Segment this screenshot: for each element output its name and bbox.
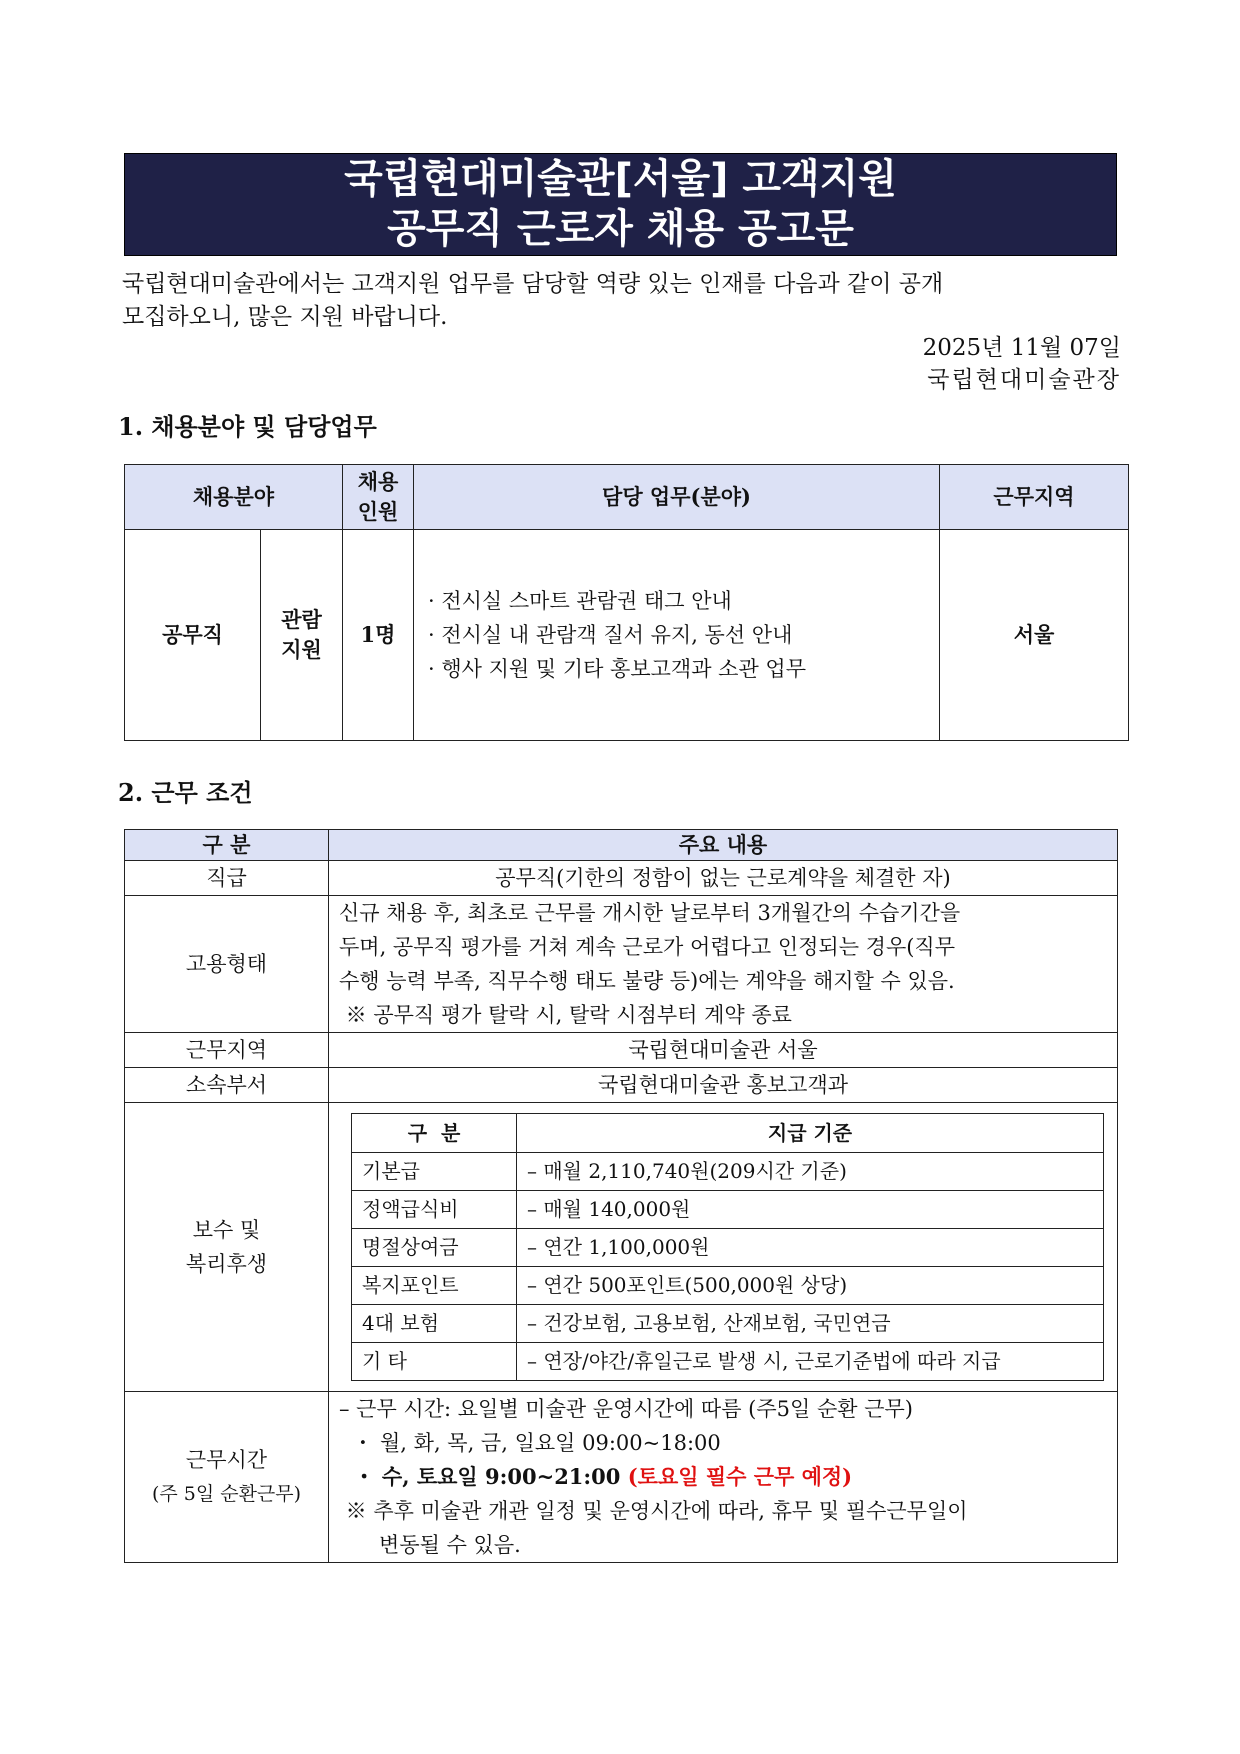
recruitment-field-table <box>124 464 1129 741</box>
pay-item: 정액급식비 <box>352 1191 517 1229</box>
work-conditions-table <box>124 829 1118 1563</box>
section-1-title: 1. 채용분야 및 담당업무 <box>118 412 377 441</box>
header-content: 주요 내용 <box>329 830 1118 861</box>
table-header-row <box>125 465 1129 530</box>
title-banner <box>124 153 1117 256</box>
pay-item: 명절상여금 <box>352 1229 517 1267</box>
pay-item: 4대 보험 <box>352 1305 517 1343</box>
table-row <box>125 861 1118 896</box>
list-item: · 행사 지원 및 기타 홍보고객과 소관 업무 <box>428 657 806 681</box>
pay-details <box>329 1103 1118 1392</box>
title-line-1: 국립현대미술관[서울] 고객지원 <box>344 156 897 202</box>
department-label: 소속부서 <box>125 1068 329 1103</box>
hours-details: – 근무 시간: 요일별 미술관 운영시간에 따름 (주5일 순환 근무) ・ 월, 화, 목, 금, 일요일 09:00~18:00 ・ 수, 토요일 9:00~21:00 (토요일 필수 근무 예정) ※ 추후 미술관 개관 일정 및 운영시간에 따라, 휴무 및 필수근무일이 변동될 수 있음. <box>329 1392 1118 1563</box>
table-header-row <box>352 1114 1104 1153</box>
intro-line-2: 모집하오니, 많은 지원 바랍니다. <box>122 304 448 330</box>
table-row <box>352 1229 1104 1267</box>
pay-value: – 매월 2,110,740원(209시간 기준) <box>517 1153 1104 1191</box>
pay-item: 복지포인트 <box>352 1267 517 1305</box>
pay-value: – 건강보험, 고용보험, 산재보험, 국민연금 <box>517 1305 1104 1343</box>
list-item: · 전시실 내 관람객 질서 유지, 동선 안내 <box>428 623 793 647</box>
pay-value: – 연간 500포인트(500,000원 상당) <box>517 1267 1104 1305</box>
table-row <box>352 1343 1104 1381</box>
employment-label: 고용형태 <box>125 896 329 1033</box>
employment-value: 신규 채용 후, 최초로 근무를 개시한 날로부터 3개월간의 수습기간을 두며, 공무직 평가를 거쳐 계속 근로가 어렵다고 인정되는 경우(직무 수행 능력 부족, 직무수행 태도 불량 등)에는 계약을 해지할 수 있음. ※ 공무직 평가 탈락 시, 탈락 시점부터 계약 종료 <box>329 896 1118 1033</box>
header-count: 채용 인원 <box>343 465 414 530</box>
header-duties: 담당 업무(분야) <box>414 465 940 530</box>
pay-item: 기 타 <box>352 1343 517 1381</box>
table-row <box>125 1068 1118 1103</box>
hiring-count: 1명 <box>343 530 414 741</box>
intro-paragraph <box>122 268 1120 334</box>
hours-label: 근무시간 (주 5일 순환근무) <box>125 1392 329 1563</box>
title-line-2: 공무직 근로자 채용 공고문 <box>387 206 854 252</box>
table-row <box>125 1103 1118 1392</box>
pay-value: – 연간 1,100,000원 <box>517 1229 1104 1267</box>
table-row <box>352 1191 1104 1229</box>
table-header-row <box>125 830 1118 861</box>
announcement-date: 2025년 11월 07일 <box>922 335 1121 361</box>
location-label: 근무지역 <box>125 1033 329 1068</box>
pay-value: – 연장/야간/휴일근로 발생 시, 근로기준법에 따라 지급 <box>517 1343 1104 1381</box>
header-field: 채용분야 <box>125 465 343 530</box>
table-row <box>352 1267 1104 1305</box>
pay-label: 보수 및 복리후생 <box>125 1103 329 1392</box>
pay-header-standard: 지급 기준 <box>517 1114 1104 1153</box>
department-value: 국립현대미술관 홍보고객과 <box>329 1068 1118 1103</box>
table-row <box>352 1153 1104 1191</box>
pay-value: – 매월 140,000원 <box>517 1191 1104 1229</box>
header-category: 구 분 <box>125 830 329 861</box>
issuer-name: 국립현대미술관장 <box>927 367 1121 393</box>
location-value: 국립현대미술관 서울 <box>329 1033 1118 1068</box>
job-category: 공무직 <box>125 530 261 741</box>
job-subfield: 관람 지원 <box>261 530 343 741</box>
intro-line-1: 국립현대미술관에서는 고객지원 업무를 담당할 역량 있는 인재를 다음과 같이 공개 <box>122 271 944 297</box>
duties-list <box>414 530 940 741</box>
section-2-title: 2. 근무 조건 <box>118 778 253 807</box>
hours-wed-sat: ・ 수, 토요일 9:00~21:00 <box>339 1464 628 1489</box>
table-row <box>125 896 1118 1033</box>
saturday-required-note: (토요일 필수 근무 예정) <box>627 1464 853 1489</box>
pay-item: 기본급 <box>352 1153 517 1191</box>
rank-value: 공무직(기한의 정함이 없는 근로계약을 체결한 자) <box>329 861 1118 896</box>
work-location: 서울 <box>940 530 1129 741</box>
pay-table <box>351 1113 1104 1381</box>
table-row <box>352 1305 1104 1343</box>
table-row <box>125 530 1129 741</box>
list-item: · 전시실 스마트 관람권 태그 안내 <box>428 589 732 613</box>
table-row <box>125 1033 1118 1068</box>
header-location: 근무지역 <box>940 465 1129 530</box>
rank-label: 직급 <box>125 861 329 896</box>
table-row <box>125 1392 1118 1563</box>
pay-header-category: 구 분 <box>352 1114 517 1153</box>
